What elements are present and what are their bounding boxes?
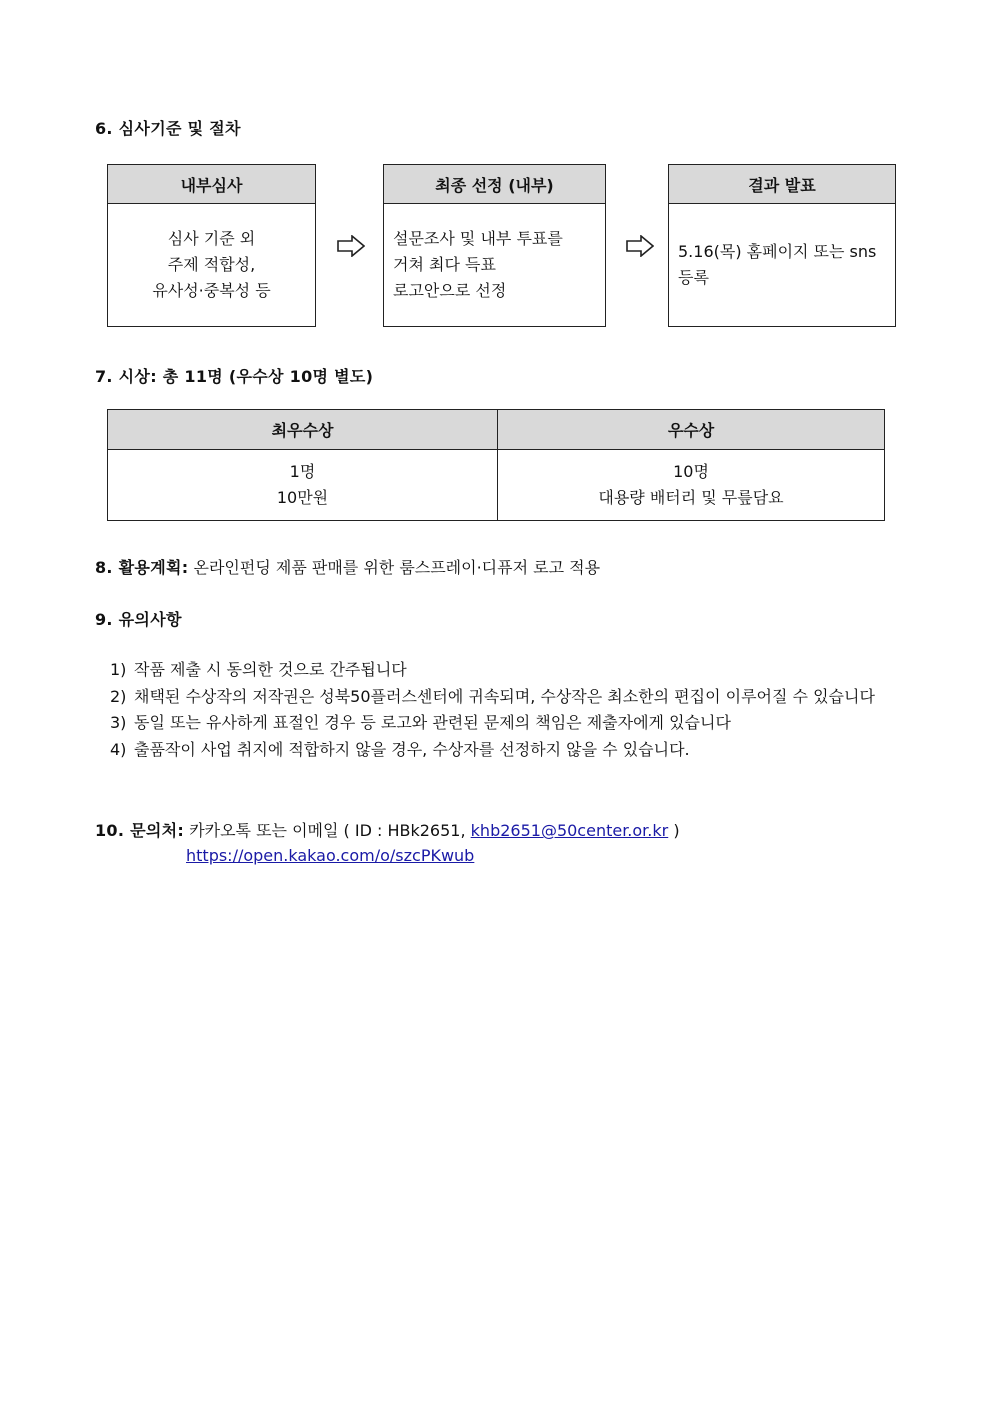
award-header-excellence: 우수상: [498, 410, 885, 450]
email-link[interactable]: khb2651@50center.or.kr: [470, 821, 669, 840]
list-item: [110, 710, 900, 737]
step-box-internal-review: [107, 164, 316, 327]
section-10-label: 10. 문의처:: [95, 821, 185, 840]
list-item: [110, 657, 900, 684]
award-prize: 대용량 배터리 및 무릎담요: [598, 488, 784, 507]
right-arrow-icon: [626, 235, 654, 257]
kakao-open-chat-link[interactable]: https://open.kakao.com/o/szcPKwub: [186, 846, 475, 865]
award-cell-grand: [108, 450, 498, 521]
award-count: 1명: [289, 462, 316, 481]
award-prize: 10만원: [276, 488, 329, 507]
list-item: [110, 737, 900, 764]
note-number: 3): [110, 713, 127, 732]
section-10-contact: [95, 818, 680, 841]
step-description: [108, 203, 315, 326]
note-text: 작품 제출 시 동의한 것으로 간주됩니다: [134, 660, 407, 679]
step-line: 설문조사 및 내부 투표를: [393, 228, 563, 248]
section-8-label: 8. 활용계획:: [95, 558, 189, 577]
section-7-heading: 7. 시상: 총 11명 (우수상 10명 별도): [95, 367, 374, 386]
note-text: 동일 또는 유사하게 표절인 경우 등 로고와 관련된 문제의 책임은 제출자에게 있습니다: [134, 713, 731, 732]
note-number: 4): [110, 739, 127, 759]
step-line: 등록: [678, 267, 709, 287]
contact-text-close: ): [673, 821, 680, 840]
contact-text: 카카오톡 또는 이메일 ( ID : HBk2651,: [189, 821, 466, 840]
right-arrow-icon: [337, 235, 365, 257]
section-6-heading: 6. 심사기준 및 절차: [95, 119, 241, 138]
step-title: 결과 발표: [669, 165, 895, 204]
step-line: 주제 적합성,: [167, 254, 256, 274]
award-table: [107, 409, 885, 521]
section-9-heading: 9. 유의사항: [95, 610, 182, 629]
step-line: 로고안으로 선정: [393, 280, 507, 300]
step-box-final-selection: [383, 164, 606, 327]
step-line: 유사성·중복성 등: [152, 280, 271, 300]
note-text: 채택된 수상작의 저작권은 성북50플러스센터에 귀속되며, 수상작은 최소한의 편집이 이루어질 수 있습니다: [134, 686, 875, 706]
step-description: [669, 203, 895, 326]
note-text: 출품작이 사업 취지에 적합하지 않을 경우, 수상자를 선정하지 않을 수 있습니다.: [134, 739, 690, 759]
list-item: [110, 684, 900, 711]
section-8-text: 온라인펀딩 제품 판매를 위한 룸스프레이·디퓨저 로고 적용: [193, 558, 601, 577]
step-line: 심사 기준 외: [167, 228, 256, 248]
notes-list: [110, 657, 900, 763]
award-table-row: [108, 450, 885, 521]
award-cell-excellence: [498, 450, 885, 521]
step-line: 5.16(목) 홈페이지 또는 sns: [678, 241, 877, 261]
step-title: 내부심사: [108, 165, 315, 204]
section-8: [95, 555, 600, 578]
award-header-grand: 최우수상: [108, 410, 498, 450]
kakao-link-row: [186, 846, 474, 865]
step-box-announcement: [668, 164, 896, 327]
step-line: 거쳐 최다 득표: [393, 254, 496, 274]
award-count: 10명: [673, 462, 709, 481]
award-table-header-row: [108, 410, 885, 450]
note-number: 2): [110, 686, 127, 706]
step-title: 최종 선정 (내부): [384, 165, 605, 204]
step-description: [384, 203, 605, 326]
note-number: 1): [110, 660, 127, 679]
